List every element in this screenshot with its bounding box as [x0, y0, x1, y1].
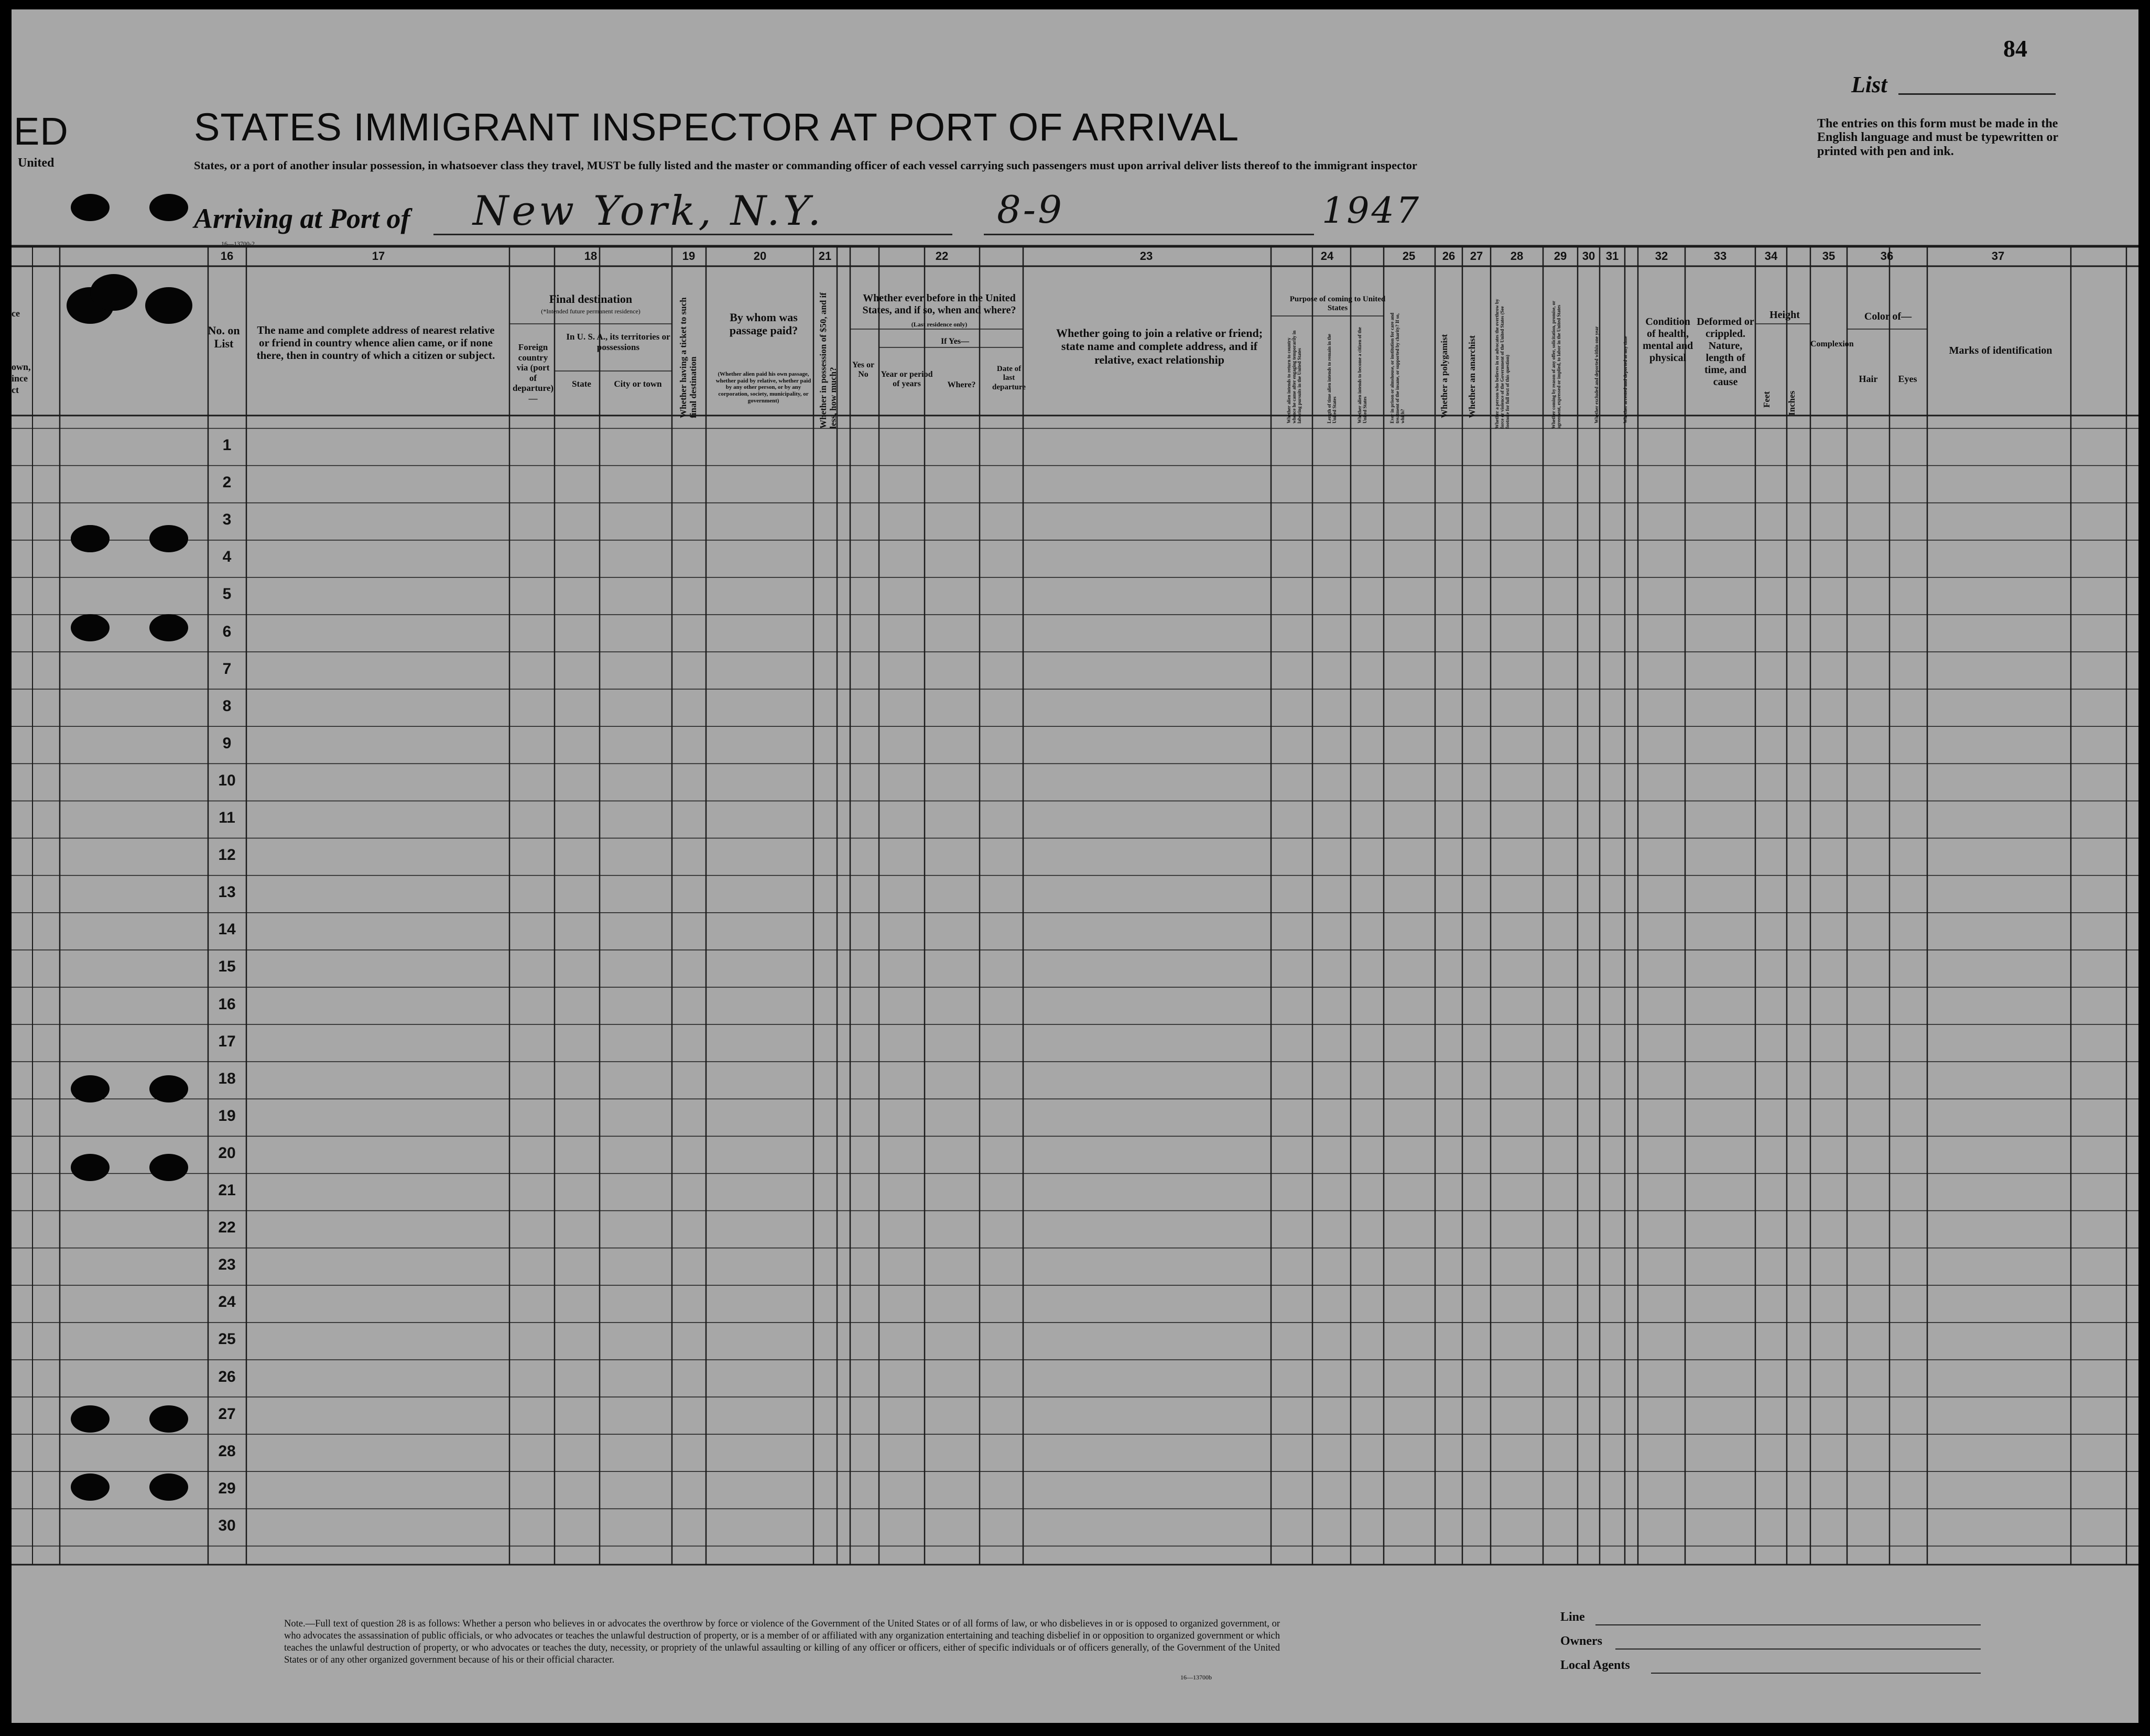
row-number: 13 [218, 883, 236, 901]
manifest-grid [12, 9, 2138, 1723]
row-number: 27 [218, 1405, 236, 1423]
row-number: 1 [222, 436, 232, 454]
header-complexion: Complexion [1810, 340, 1854, 348]
row-number: 14 [218, 921, 236, 938]
row-number: 23 [218, 1256, 236, 1274]
form-title: STATES IMMIGRANT INSPECTOR AT PORT OF ARRIVAL [194, 105, 1240, 149]
header-where: Where? [947, 380, 976, 389]
binder-hole [71, 1405, 110, 1433]
date-handwritten: 8-9 [997, 188, 1064, 232]
binder-hole [71, 194, 110, 221]
row-number: 8 [222, 697, 232, 715]
column-number: 16 [220, 249, 234, 263]
header-labor-offer: Whether coming by reason of any offer, solicitation, promise, or agreement, expressed or implied, to labor in the United States [1551, 301, 1561, 429]
header-purpose-length: Length of time alien intends to remain in the United States [1327, 334, 1337, 423]
header-inches: Inches [1787, 390, 1797, 416]
header-prison: Ever in prison or almshouse, or institution for care and treatment of the insane, or supported by charity? If so, which? [1389, 312, 1405, 423]
row-number: 20 [218, 1144, 236, 1162]
binder-hole [149, 1154, 188, 1181]
header-overthrow: Whether a person who believes in or advocates the overthrow by force or violence of the Government of the United States (See footnote for full text of this question) [1494, 299, 1510, 429]
header-feet: Feet [1762, 391, 1772, 408]
footer-note: Note.—Full text of question 28 is as follows: Whether a person who believes in or advocates the overthrow by force or violence of the Government of the United States or of all forms of law, or who disbelieves in or is opposed to organized government, or who advocates the assassination of public officials, or who advocates or teaches the unlawful destruction of property, or is a member of or affiliated with any organization entertaining and teaching disbelief in or opposition to organized government or which teaches the unlawful destruction of property, or who advocates or teaches the duty, necessity, or propriety of the unlawful assaulting or killing of any officer or officers, either of specific individuals or of officers generally, of the Government of the United States or of any other organized government because of his or their official character. [284, 1619, 1280, 1666]
header-health: Condition of health, mental and physical [1642, 316, 1693, 364]
row-number: 21 [218, 1182, 236, 1199]
row-number: 28 [218, 1442, 236, 1460]
column-number: 23 [1139, 249, 1153, 263]
row-number: 3 [222, 511, 232, 529]
form-subtitle: States, or a port of another insular possession, in whatsoever class they travel, MUST be fully listed and the master or commanding officer of each vessel carrying such passengers must upon arrival deliver lists thereof to the immigrant inspector [194, 159, 1417, 172]
column-number: 33 [1713, 249, 1727, 263]
footer-owners-rule [1615, 1648, 1981, 1650]
header-purpose-return: Whether alien intends to return to country whence he came after engaging temporarily in laboring pursuits in the United States [1286, 330, 1302, 423]
binder-hole [149, 614, 188, 641]
header-ticket: Whether having a ticket to such final destination [678, 297, 698, 418]
column-number: 19 [682, 249, 696, 263]
column-number: 21 [818, 249, 832, 263]
binder-hole [149, 1075, 188, 1102]
footer-agents-label: Local Agents [1560, 1658, 1630, 1672]
column-number: 28 [1510, 249, 1524, 263]
header-purpose-citizen: Whether alien intends to become a citizen of the United States [1357, 327, 1367, 423]
footer-form-code: 16—13700b [1180, 1674, 1212, 1681]
header-state: State [572, 379, 591, 389]
header-in-usa: In U. S. A., its territories or possessions [566, 332, 670, 352]
row-number: 30 [218, 1516, 236, 1534]
binder-hole [71, 1473, 110, 1501]
header-city: City or town [614, 379, 662, 389]
header-final-destination-note: (*Intended future permanent residence) [541, 308, 640, 315]
row-number: 4 [222, 548, 232, 566]
left-fragment-a: ce [12, 308, 20, 319]
row-number: 26 [218, 1368, 236, 1385]
header-join-relative: Whether going to join a relative or friend; state name and complete address, and if relative, exact relationship [1056, 326, 1263, 366]
column-number: 17 [372, 249, 385, 263]
left-fragment-b: own, [12, 362, 31, 372]
header-purpose: Purpose of coming to United States [1289, 295, 1386, 313]
column-number: 36 [1880, 249, 1894, 263]
column-number: 35 [1822, 249, 1836, 263]
binder-hole [149, 525, 188, 552]
header-relative-address: The name and complete address of nearest relative or friend in country whence alien came, or if none there, then in country of which a citizen or subject. [256, 324, 495, 362]
row-number: 16 [218, 995, 236, 1013]
header-passage-paid-note: (Whether alien paid his own passage, whether paid by relative, whether paid by any other person, or by any corporation, society, municipality, or government) [715, 371, 811, 404]
column-number: 20 [753, 249, 767, 263]
row-number: 12 [218, 846, 236, 864]
header-final-destination: Final destination [549, 292, 633, 305]
row-number: 5 [222, 585, 232, 603]
column-number: 25 [1402, 249, 1416, 263]
row-number: 17 [218, 1032, 236, 1050]
header-last-departure: Date of last departure [992, 365, 1026, 391]
header-passage-paid: By whom was passage paid? [729, 311, 798, 337]
binder-hole [71, 1075, 110, 1102]
header-ever-before: Whether ever before in the United States, and if so, when and where? [862, 292, 1016, 316]
left-sub-fragment: United [18, 156, 55, 170]
column-number: 27 [1470, 249, 1483, 263]
form-instructions: The entries on this form must be made in the English language and must be typewritten or printed with pen and ink. [1817, 117, 2058, 158]
row-number: 22 [218, 1219, 236, 1237]
column-number: 34 [1764, 249, 1778, 263]
binder-hole [71, 614, 110, 641]
binder-hole [71, 1154, 110, 1181]
header-fifty-dollars: Whether in possession of $50, and if less, how much? [818, 292, 838, 429]
row-number: 25 [218, 1330, 236, 1348]
header-if-yes: If Yes— [940, 337, 970, 346]
left-fragment-c: ince [12, 373, 28, 384]
header-arrested: Whether arrested and deported at any time [1623, 336, 1628, 423]
header-ever-before-note: (Last residence only) [911, 321, 968, 328]
footer-line-rule [1595, 1624, 1981, 1625]
port-handwritten: New York, N.Y. [473, 188, 824, 235]
row-number: 10 [218, 771, 236, 789]
header-foreign-country: Foreign country via (port of departure)— [512, 342, 554, 403]
header-list-number: No. on List [208, 324, 240, 351]
column-number: 31 [1605, 249, 1619, 263]
binder-hole [149, 1473, 188, 1501]
left-title-fragment: ED [14, 110, 69, 153]
header-marks: Marks of identification [1949, 345, 2053, 356]
header-color: Color of— [1864, 311, 1912, 322]
column-number: 32 [1655, 249, 1668, 263]
row-number: 29 [218, 1479, 236, 1497]
column-number: 29 [1554, 249, 1567, 263]
header-hair: Hair [1859, 374, 1878, 384]
header-year-period: Year or period of years [881, 370, 933, 389]
binder-hole [145, 287, 192, 324]
footer-line-label: Line [1560, 1610, 1585, 1624]
row-number: 9 [222, 734, 232, 752]
year-handwritten: 1947 [1322, 190, 1421, 232]
column-number: 26 [1442, 249, 1456, 263]
row-number: 2 [222, 474, 232, 492]
list-label: List [1851, 72, 1887, 97]
column-number: 18 [584, 249, 598, 263]
column-number: 37 [1991, 249, 2005, 263]
row-number: 6 [222, 623, 232, 640]
row-number: 11 [219, 809, 235, 826]
form-code-small: 16—13700-2 [221, 240, 255, 247]
binder-hole [149, 1405, 188, 1433]
row-number: 19 [218, 1107, 236, 1124]
header-excluded: Whether excluded and deported within one year [1594, 326, 1599, 423]
binder-hole [149, 194, 188, 221]
column-number: 22 [935, 249, 949, 263]
footer-owners-label: Owners [1560, 1634, 1602, 1648]
row-number: 24 [218, 1293, 236, 1311]
binder-hole [71, 525, 110, 552]
header-height: Height [1769, 309, 1800, 321]
row-number: 15 [218, 958, 236, 976]
arriving-label: Arriving at Port of [194, 203, 410, 234]
header-yes-no: Yes or No [852, 361, 875, 379]
binder-hole [90, 274, 137, 311]
manifest-sheet [12, 9, 2138, 1723]
row-number: 7 [222, 660, 232, 678]
footer-agents-rule [1651, 1673, 1981, 1674]
page-number: 84 [2003, 35, 2027, 62]
left-fragment-d: ct [12, 385, 19, 395]
column-number: 30 [1582, 249, 1595, 263]
header-eyes: Eyes [1898, 374, 1917, 384]
column-number: 24 [1320, 249, 1334, 263]
header-anarchist: Whether an anarchist [1467, 335, 1477, 418]
header-deformed: Deformed or crippled. Nature, length of time, and cause [1697, 316, 1754, 388]
header-polygamist: Whether a polygamist [1439, 334, 1449, 418]
row-number: 18 [218, 1069, 236, 1087]
